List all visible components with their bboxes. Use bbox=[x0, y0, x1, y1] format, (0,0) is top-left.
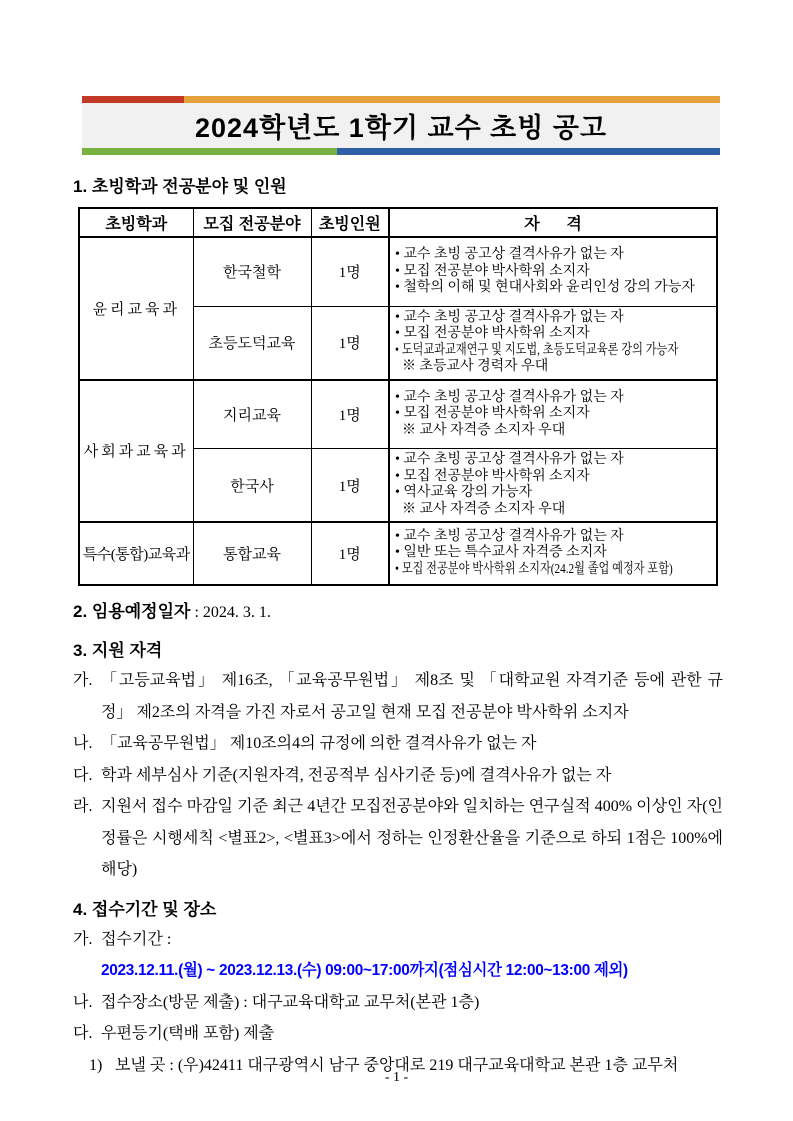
banner-green-segment bbox=[82, 148, 337, 155]
sub-item-text: 보낼 곳 : (우)42411 대구광역시 남구 중앙대로 219 대구교육대학교 본관 1층 교무처 bbox=[115, 1056, 679, 1074]
section1-heading: 1. 초빙학과 전공분야 및 인원 bbox=[73, 177, 287, 196]
qualification-note-line: ※ 교사 자격증 소지자 우대 bbox=[402, 501, 566, 517]
sub-item-label: 1) bbox=[89, 1056, 103, 1074]
item-text: 우편등기(택배 포함) 제출 bbox=[101, 1025, 275, 1042]
qualification-line: • 역사교육 강의 가능자 bbox=[395, 485, 533, 500]
qualification-line: • 모집 전공분야 박사학위 소지자 bbox=[395, 263, 590, 279]
count-cell: 1명 bbox=[311, 306, 389, 380]
qualification-line: • 모집 전공분야 박사학위 소지자(24.2월 졸업 예정자 포함) bbox=[395, 561, 673, 577]
table-row bbox=[79, 380, 717, 449]
banner-bottom-bar bbox=[82, 148, 720, 155]
major-cell: 한국철학 bbox=[193, 237, 311, 306]
qualification-cell bbox=[389, 237, 717, 306]
item-label: 가. bbox=[73, 672, 93, 689]
section2-heading: 2. 임용예정일자 bbox=[73, 602, 191, 621]
item-label: 나. bbox=[73, 735, 93, 752]
count-cell: 1명 bbox=[311, 380, 389, 449]
qualification-line: • 도덕교과교재연구 및 지도법, 초등도덕교육론 강의 가능자 bbox=[395, 342, 679, 358]
item-label: 가. bbox=[73, 930, 93, 948]
item-text: 접수장소(방문 제출) : 대구교육대학교 교무처(본관 1층) bbox=[101, 993, 480, 1011]
banner-blue-segment bbox=[337, 148, 720, 155]
qualification-line: • 교수 초빙 공고상 결격사유가 없는 자 bbox=[395, 247, 624, 262]
count-cell: 1명 bbox=[311, 449, 389, 523]
qualification-line: • 철학의 이해 및 현대사회와 윤리인성 강의 가능자 bbox=[395, 280, 695, 295]
banner-orange-segment bbox=[184, 96, 720, 103]
qualification-line: • 교수 초빙 공고상 결격사유가 없는 자 bbox=[395, 389, 624, 405]
count-cell: 1명 bbox=[311, 237, 389, 306]
list-item bbox=[73, 924, 723, 987]
item-label: 라. bbox=[73, 798, 93, 815]
table-header-row bbox=[79, 208, 717, 237]
qualification-line: • 모집 전공분야 박사학위 소지자 bbox=[395, 468, 590, 484]
major-cell: 통합교육 bbox=[193, 522, 311, 585]
title-banner bbox=[82, 96, 720, 155]
item-label: 다. bbox=[73, 1025, 93, 1042]
list-item bbox=[73, 760, 723, 792]
major-cell: 초등도덕교육 bbox=[193, 306, 311, 380]
qualification-cell bbox=[389, 449, 717, 523]
section3-items bbox=[73, 665, 723, 886]
list-item bbox=[73, 987, 723, 1019]
list-item bbox=[73, 791, 723, 886]
item-text: 「고등교육법」 제16조, 「교육공무원법」 제8조 및 「대학교원 자격기준 등에 관한 규정」 제2조의 자격을 가진 자로서 공고일 현재 모집 전공분야 박사학위 소지자 bbox=[101, 672, 723, 721]
department-cell: 사회과교육과 bbox=[79, 380, 193, 523]
table-row bbox=[79, 522, 717, 585]
list-item bbox=[73, 1018, 723, 1050]
header-department: 초빙학과 bbox=[79, 208, 193, 237]
header-count: 초빙인원 bbox=[311, 208, 389, 237]
section4-heading: 4. 접수기간 및 장소 bbox=[73, 899, 217, 919]
department-cell: 윤리교육과 bbox=[79, 237, 193, 380]
qualification-line: • 모집 전공분야 박사학위 소지자 bbox=[395, 406, 590, 421]
department-cell: 특수(통합)교육과 bbox=[79, 522, 193, 585]
recruitment-table bbox=[78, 207, 718, 586]
item-label: 나. bbox=[73, 993, 93, 1011]
qualification-cell bbox=[389, 380, 717, 449]
item-text: 「교육공무원법」 제10조의4의 규정에 의한 결격사유가 없는 자 bbox=[101, 735, 537, 752]
banner-top-bar bbox=[82, 96, 720, 103]
item-text bbox=[101, 924, 723, 987]
banner-red-segment bbox=[82, 96, 184, 103]
section4-items bbox=[73, 924, 723, 1081]
qualification-line: • 교수 초빙 공고상 결격사유가 없는 자 bbox=[395, 528, 624, 544]
qualification-note-line: ※ 교사 자격증 소지자 우대 bbox=[402, 422, 566, 438]
qualification-cell bbox=[389, 306, 717, 380]
page-number: - 1 - bbox=[384, 1070, 409, 1085]
list-item bbox=[73, 665, 723, 728]
major-cell: 한국사 bbox=[193, 449, 311, 523]
header-major: 모집 전공분야 bbox=[193, 208, 311, 237]
title-background bbox=[82, 103, 720, 148]
table-row bbox=[79, 237, 717, 306]
body-sections bbox=[73, 595, 723, 1081]
qualification-line: • 모집 전공분야 박사학위 소지자 bbox=[395, 326, 590, 341]
major-cell: 지리교육 bbox=[193, 380, 311, 449]
header-qualification: 자 격 bbox=[389, 208, 717, 237]
reception-period-value: 2023.12.11.(월) ~ 2023.12.13.(수) 09:00~17:00까지(점심시간 12:00~13:00 제외) bbox=[101, 962, 628, 979]
section2-line bbox=[73, 597, 723, 622]
item-text: 지원서 접수 마감일 기준 최근 4년간 모집전공분야와 일치하는 연구실적 400% 이상인 자(인정률은 시행세칙 <별표2>, <별표3>에서 정하는 인정환산율을 기준으로 하되 1점은 100%에 해당) bbox=[101, 798, 723, 878]
section3-heading: 3. 지원 자격 bbox=[73, 641, 163, 660]
reception-period-label: 접수기간 : bbox=[101, 930, 172, 948]
qualification-cell bbox=[389, 522, 717, 585]
qualification-line: • 교수 초빙 공고상 결격사유가 없는 자 bbox=[395, 309, 624, 325]
item-label: 다. bbox=[73, 766, 93, 784]
count-cell: 1명 bbox=[311, 522, 389, 585]
page-title: 2024학년도 1학기 교수 초빙 공고 bbox=[195, 113, 607, 143]
qualification-line: • 교수 초빙 공고상 결격사유가 없는 자 bbox=[395, 452, 624, 467]
qualification-line: • 일반 또는 특수교사 자격증 소지자 bbox=[395, 545, 607, 561]
list-item bbox=[73, 728, 723, 760]
qualification-note-line: ※ 초등교사 경력자 우대 bbox=[402, 359, 549, 374]
item-text: 학과 세부심사 기준(지원자격, 전공적부 심사기준 등)에 결격사유가 없는 자 bbox=[101, 766, 612, 784]
section2-value: : 2024. 3. 1. bbox=[190, 604, 271, 621]
